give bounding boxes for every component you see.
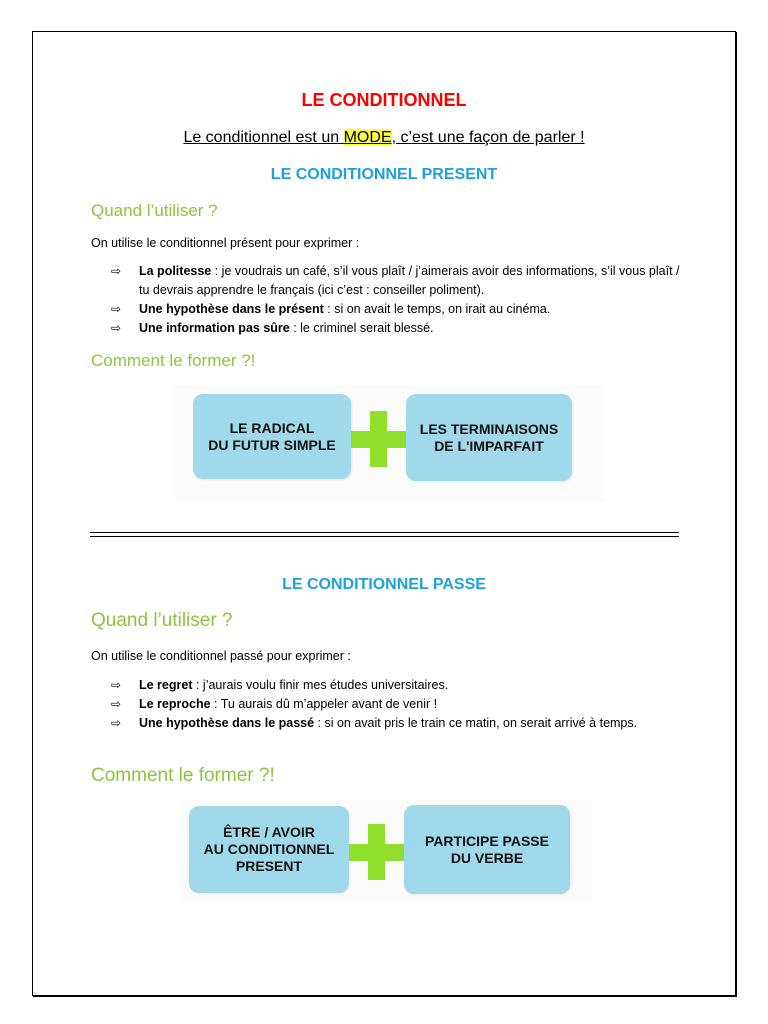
bullet-list-passe [111, 676, 651, 733]
subtitle-line [183, 129, 584, 146]
section-heading-passe: LE CONDITIONNEL PASSE [282, 576, 486, 593]
item-text: : si on avait pris le train ce matin, on serait arrivé à temps. [314, 716, 638, 730]
subtitle-text-after: , c’est une façon de parler ! [391, 129, 585, 146]
arrow-icon: ⇨ [111, 716, 122, 730]
item-text: : si on avait le temps, on irait au cinéma. [323, 302, 551, 316]
arrow-icon: ⇨ [111, 678, 122, 692]
item-text: : je voudrais un café, s’il vous plaît / j’aimerais avoir des informations, s’il vous plaît / tu devrais apprendre le français (ici c’est : conseiller poliment). [139, 264, 680, 297]
list-item [111, 676, 651, 695]
bullet-list-present [111, 262, 681, 338]
section-heading-present: LE CONDITIONNEL PRESENT [270, 166, 498, 183]
formula-box-participe: PARTICIPE PASSE DU VERBE [404, 805, 570, 894]
page-subtitle [0, 129, 768, 147]
section-divider [90, 532, 679, 533]
list-item [111, 262, 681, 300]
item-label: Une information pas sûre [139, 321, 290, 335]
arrow-icon: ⇨ [111, 697, 122, 711]
plus-icon-bar [351, 431, 406, 448]
list-item [111, 714, 651, 733]
subtitle-highlight: MODE [343, 129, 392, 146]
formula-diagram-passe [180, 800, 592, 902]
formula-diagram-present [175, 385, 605, 502]
how-heading-present: Comment le former ?! [91, 351, 256, 370]
formula-box-radical: LE RADICAL DU FUTUR SIMPLE [193, 394, 351, 479]
item-text: : j’aurais voulu finir mes études universitaires. [192, 678, 449, 692]
list-item [111, 695, 651, 714]
page-title: LE CONDITIONNEL [301, 90, 467, 110]
item-label: La politesse [139, 264, 212, 278]
intro-present: On utilise le conditionnel présent pour exprimer : [91, 236, 360, 250]
item-text: : le criminel serait blessé. [289, 321, 434, 335]
item-label: Le regret [139, 678, 193, 692]
plus-icon-bar [349, 844, 404, 861]
item-label: Le reproche [139, 697, 211, 711]
subtitle-text-before: Le conditionnel est un [183, 129, 344, 146]
formula-box-terminaisons: LES TERMINAISONS DE L'IMPARFAIT [406, 394, 572, 481]
section-divider-second-line [90, 536, 679, 537]
arrow-icon: ⇨ [111, 302, 122, 316]
arrow-icon: ⇨ [111, 321, 122, 335]
formula-box-etre-avoir: ÊTRE / AVOIR AU CONDITIONNEL PRESENT [189, 806, 349, 893]
intro-passe: On utilise le conditionnel passé pour exprimer : [91, 649, 351, 663]
item-text: : Tu aurais dû m’appeler avant de venir ! [210, 697, 438, 711]
arrow-icon: ⇨ [111, 264, 122, 278]
item-label: Une hypothèse dans le passé [139, 716, 315, 730]
item-label: Une hypothèse dans le présent [139, 302, 324, 316]
how-heading-passe: Comment le former ?! [91, 765, 275, 786]
when-heading-present: Quand l’utiliser ? [91, 201, 218, 220]
when-heading-passe: Quand l’utiliser ? [91, 610, 233, 631]
list-item [111, 319, 681, 338]
list-item [111, 300, 681, 319]
